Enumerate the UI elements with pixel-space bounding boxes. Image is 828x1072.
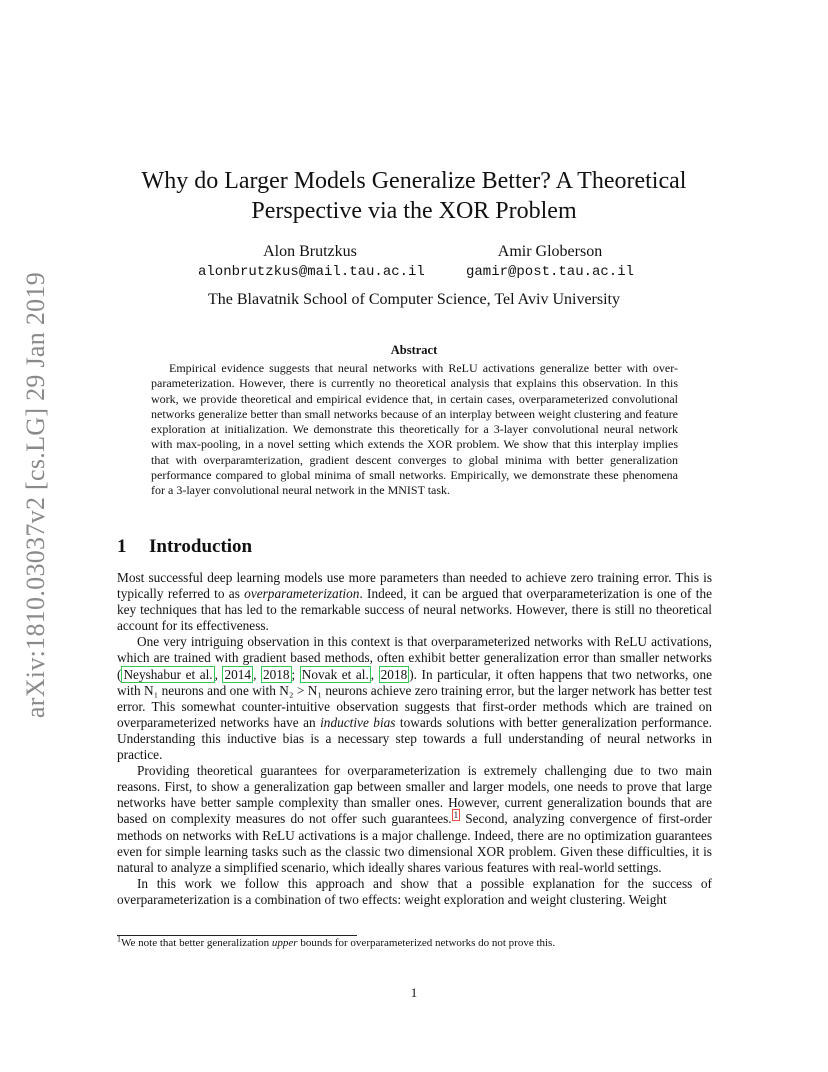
affiliation: The Blavatnik School of Computer Science, Tel Aviv University: [208, 291, 620, 308]
footnote: [117, 934, 556, 950]
footnote-link[interactable]: 1: [453, 809, 459, 820]
text-run: Most successful deep learning models use more parameters than needed to achieve zero training error. This is typically referred to as: [117, 570, 712, 602]
page-number: 1: [410, 985, 418, 1000]
footnote-mark: 1: [117, 934, 121, 944]
author-1: [198, 242, 425, 282]
paper-title: [100, 166, 728, 226]
author-name: Amir Globerson: [497, 243, 603, 260]
text-run: ,: [370, 666, 379, 682]
author-email[interactable]: gamir@post.tau.ac.il: [465, 264, 635, 280]
citation-link[interactable]: 2018: [380, 666, 408, 682]
author-2: [452, 242, 648, 282]
author-email[interactable]: alonbrutzkus@mail.tau.ac.il: [198, 264, 425, 280]
emphasis: inductive bias: [320, 714, 396, 730]
arxiv-identifier: [16, 271, 56, 719]
text-run: Second, analyzing convergence of first-order methods on networks with ReLU activations is a major challenge. Indeed, there are no optimization guarantees even for simple learning tasks such as the classic two dimensional XOR problem. Given these difficulties, it is natural to analyze a simplified scenario, which ideally shares various features with real-world settings.: [117, 811, 712, 875]
text-run: One very intriguing observation in this context is that overparameterized networks with ReLU activations, which are trained with gradient based methods, often exhibit better generalization error than smaller networks (: [117, 634, 712, 682]
text-run: bounds for overparameterized networks do not prove this.: [297, 937, 556, 949]
section-heading: [117, 536, 252, 558]
author-name: Alon Brutzkus: [263, 243, 357, 260]
text-run: Providing theoretical guarantees for overparameterization is extremely challenging due to two main reasons. First, to show a generalization gap between smaller and larger models, one needs to prove that large networks have better sample complexity than smaller ones. However, current generalization bounds that are based on complexity measures do not offer such guarantees.: [117, 763, 712, 827]
emphasis: upper: [271, 937, 298, 949]
text-run: ,: [214, 666, 223, 682]
abstract-text: Empirical evidence suggests that neural networks with ReLU activations generalize better with over-parameterization. However, there is currently no theoretical analysis that explains this observation. In this work, we provide theoretical and empirical evidence that, in certain cases, overparameterized convolutional networks generalize better than small networks because of an interplay between weight clustering and feature exploration at initialization. We demonstrate this theoretically for a 3-layer convolutional neural network with max-pooling, in a novel setting which extends the XOR problem. We show that this interplay implies that with overparamterization, gradient descent converges to global minima with better generalization performance compared to global minima of small networks. Empirically, we demonstrate these phenomena for a 3-layer convolutional neural network in the MNIST task.: [151, 361, 678, 498]
citation-link[interactable]: Neyshabur et al.: [123, 666, 213, 682]
citation-link[interactable]: Novak et al.: [301, 666, 369, 682]
abstract-heading: Abstract: [390, 343, 438, 357]
text-run: towards solutions with better generalization performance. Understanding this inductive bias is a necessary step towards a full understanding of neural networks in practice.: [117, 714, 712, 763]
text-run: ). In particular, it often happens that two networks, one with N₁ neurons and one with N₂ > N₁ neurons achieve zero training error, but the larger network has better test error. This somewhat counter-intuitive observation suggests that first-order methods which are trained on overparameterized networks have an: [117, 666, 712, 730]
body-text: [117, 570, 712, 908]
footnote-rule: [117, 935, 357, 936]
section-title: Introduction: [149, 536, 253, 557]
citation-link[interactable]: 2014: [224, 666, 252, 682]
text-run: We note that better generalization: [121, 937, 272, 949]
title-line-1: Why do Larger Models Generalize Better? A Theoretical: [141, 168, 687, 194]
citation-link[interactable]: 2018: [262, 666, 290, 682]
paragraph-2: [117, 634, 712, 763]
text-run: . Indeed, it can be argued that overparameterization is one of the key techniques that has led to the remarkable success of neural networks. However, there is still no theoretical account for its effectiveness.: [117, 586, 712, 634]
arxiv-identifier-text: arXiv:1810.03037v2 [cs.LG] 29 Jan 2019: [21, 271, 50, 719]
paragraph-3: [117, 763, 712, 876]
text-run: ,: [253, 666, 261, 682]
section-number: 1: [117, 536, 127, 557]
emphasis: overparameterization: [244, 586, 360, 602]
text-run: ;: [291, 666, 300, 682]
paragraph-1: [117, 570, 712, 634]
title-line-2: Perspective via the XOR Problem: [251, 198, 577, 224]
paragraph-4: In this work we follow this approach and show that a possible explanation for the success of overparameterization is a combination of two effects: weight exploration and weight clustering. Weight: [117, 875, 712, 907]
